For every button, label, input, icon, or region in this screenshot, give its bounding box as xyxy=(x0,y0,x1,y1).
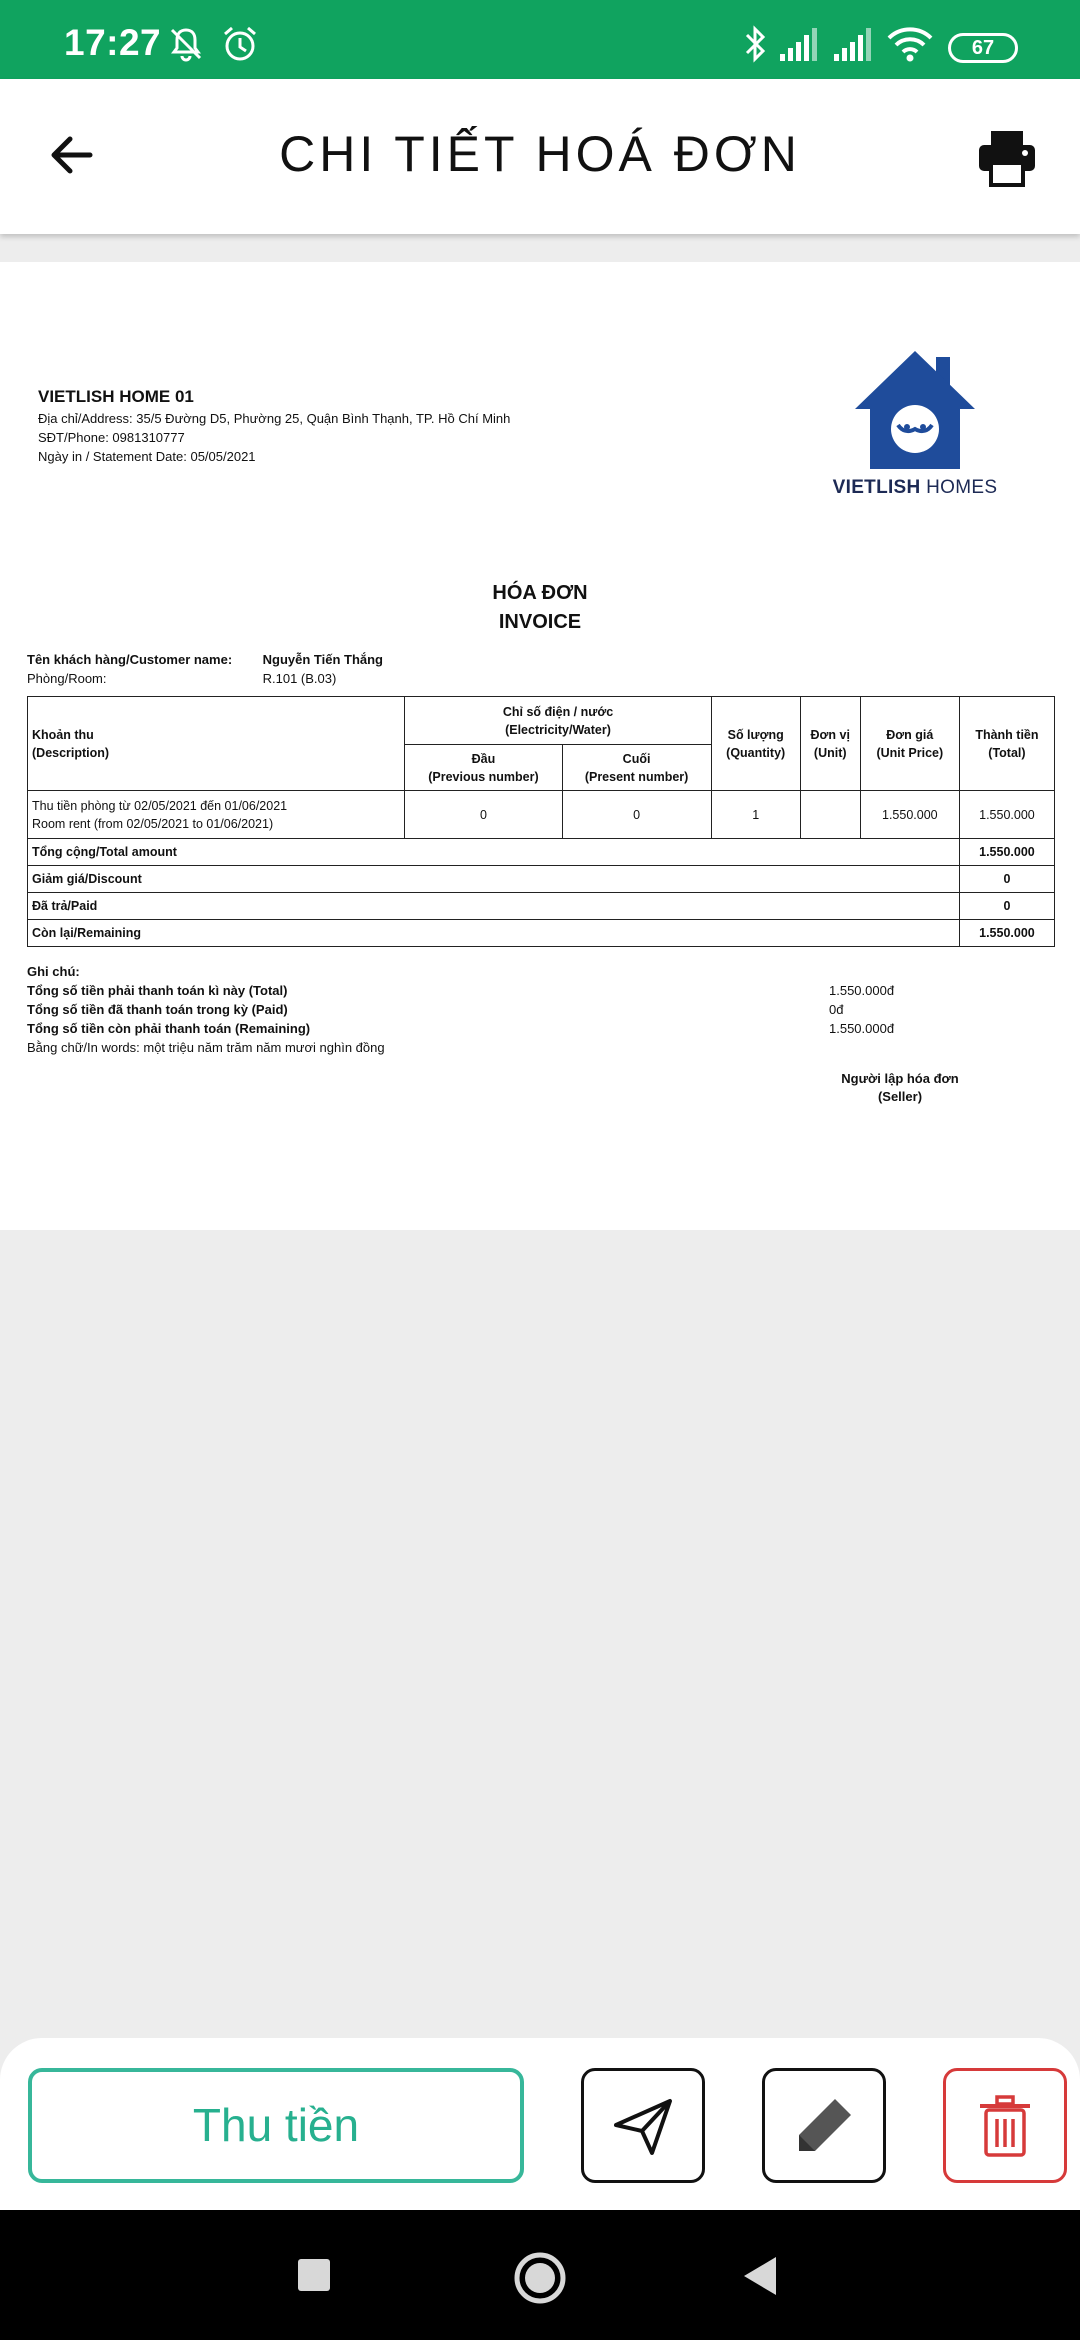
alarm-icon xyxy=(220,24,260,64)
note-remaining-value: 1.550.000đ xyxy=(829,1021,895,1036)
room-label: Phòng/Room: xyxy=(27,671,107,686)
notes-values xyxy=(829,981,894,1038)
company-logo xyxy=(825,347,1005,517)
th-quantity: Số lượng (Quantity) xyxy=(711,697,800,791)
battery-icon: 67 xyxy=(948,33,1018,63)
invoice-table xyxy=(27,696,1055,947)
item-present: 0 xyxy=(562,791,711,839)
paid-value: 0 xyxy=(959,893,1054,920)
invoice-title-vi: HÓA ĐƠN xyxy=(492,582,588,604)
discount-label: Giảm giá/Discount xyxy=(28,866,960,893)
item-unit xyxy=(800,791,860,839)
th-meter: Chỉ số điện / nước (Electricity/Water) xyxy=(405,697,711,745)
table-row xyxy=(28,866,1055,893)
logo-text: VIETLISH HOMES xyxy=(832,477,998,498)
table-row xyxy=(28,791,1055,839)
company-phone: SĐT/Phone: 0981310777 xyxy=(38,430,185,445)
note-total-value: 1.550.000đ xyxy=(829,983,895,998)
total-label: Tổng cộng/Total amount xyxy=(28,839,960,866)
company-info xyxy=(38,387,510,466)
item-total: 1.550.000 xyxy=(959,791,1054,839)
action-sheet xyxy=(0,2038,1080,2210)
item-unit-price: 1.550.000 xyxy=(860,791,959,839)
house-logo-icon xyxy=(850,347,980,472)
invoice-title-en: INVOICE xyxy=(498,611,582,633)
note-paid-label: Tổng số tiền đã thanh toán trong kỳ (Paid) xyxy=(27,1002,288,1017)
table-row xyxy=(28,893,1055,920)
notes-title: Ghi chú: xyxy=(27,964,80,979)
trash-icon xyxy=(970,2091,1040,2161)
table-row xyxy=(28,920,1055,947)
status-bar xyxy=(0,0,1080,79)
seller-signature: Người lập hóa đơn (Seller) xyxy=(841,1071,959,1104)
th-unit: Đơn vị (Unit) xyxy=(800,697,860,791)
item-previous: 0 xyxy=(405,791,562,839)
amount-in-words: Bằng chữ/In words: một triệu năm trăm năm mươi nghìn đồng xyxy=(27,1040,385,1055)
notes-section xyxy=(27,962,385,1057)
table-row xyxy=(28,839,1055,866)
delete-button[interactable] xyxy=(943,2068,1067,2183)
note-total-label: Tổng số tiền phải thanh toán kì này (Total) xyxy=(27,983,288,998)
printer-icon[interactable] xyxy=(975,125,1039,189)
send-icon xyxy=(608,2091,678,2161)
pencil-icon xyxy=(789,2091,859,2161)
remaining-label: Còn lại/Remaining xyxy=(28,920,960,947)
th-total: Thành tiền (Total) xyxy=(959,697,1054,791)
total-value: 1.550.000 xyxy=(959,839,1054,866)
th-present: Cuối (Present number) xyxy=(562,745,711,791)
system-nav-bar xyxy=(0,2210,1080,2340)
customer-label: Tên khách hàng/Customer name: xyxy=(27,652,233,667)
item-description: Thu tiền phòng từ 02/05/2021 đến 01/06/2021 Room rent (from 02/05/2021 to 01/06/2021) xyxy=(28,791,405,839)
remaining-value: 1.550.000 xyxy=(959,920,1054,947)
arrow-left-icon[interactable] xyxy=(40,123,104,187)
room-row xyxy=(27,671,336,686)
th-unit-price: Đơn giá (Unit Price) xyxy=(860,697,959,791)
signal-icon xyxy=(778,24,822,64)
th-previous: Đầu (Previous number) xyxy=(405,745,562,791)
th-description: Khoản thu (Description) xyxy=(28,697,405,791)
bluetooth-icon xyxy=(740,24,770,64)
item-quantity: 1 xyxy=(711,791,800,839)
edit-button[interactable] xyxy=(762,2068,886,2183)
discount-value: 0 xyxy=(959,866,1054,893)
mute-icon xyxy=(166,24,206,64)
note-remaining-label: Tổng số tiền còn phải thanh toán (Remaining) xyxy=(27,1021,311,1036)
paid-label: Đã trả/Paid xyxy=(28,893,960,920)
room-value: R.101 (B.03) xyxy=(262,671,337,686)
back-icon[interactable] xyxy=(740,2255,780,2297)
company-name: VIETLISH HOME 01 xyxy=(38,387,194,406)
company-address: Địa chỉ/Address: 35/5 Đường D5, Phường 25, Quận Bình Thạnh, TP. Hồ Chí Minh xyxy=(38,411,511,426)
statement-date: Ngày in / Statement Date: 05/05/2021 xyxy=(38,449,256,464)
recents-icon[interactable] xyxy=(296,2257,332,2293)
note-paid-value: 0đ xyxy=(829,1002,844,1017)
wifi-icon xyxy=(886,24,934,64)
customer-name: Nguyễn Tiến Thắng xyxy=(262,652,384,667)
home-icon[interactable] xyxy=(512,2250,568,2306)
customer-row xyxy=(27,652,383,667)
send-button[interactable] xyxy=(581,2068,705,2183)
collect-payment-button[interactable]: Thu tiền xyxy=(28,2068,524,2183)
app-header xyxy=(0,79,1080,234)
page-title: CHI TIẾT HOÁ ĐƠN xyxy=(279,126,801,182)
invoice-document xyxy=(0,262,1080,1230)
signal-icon xyxy=(832,24,876,64)
status-time: 17:27 xyxy=(64,22,162,63)
